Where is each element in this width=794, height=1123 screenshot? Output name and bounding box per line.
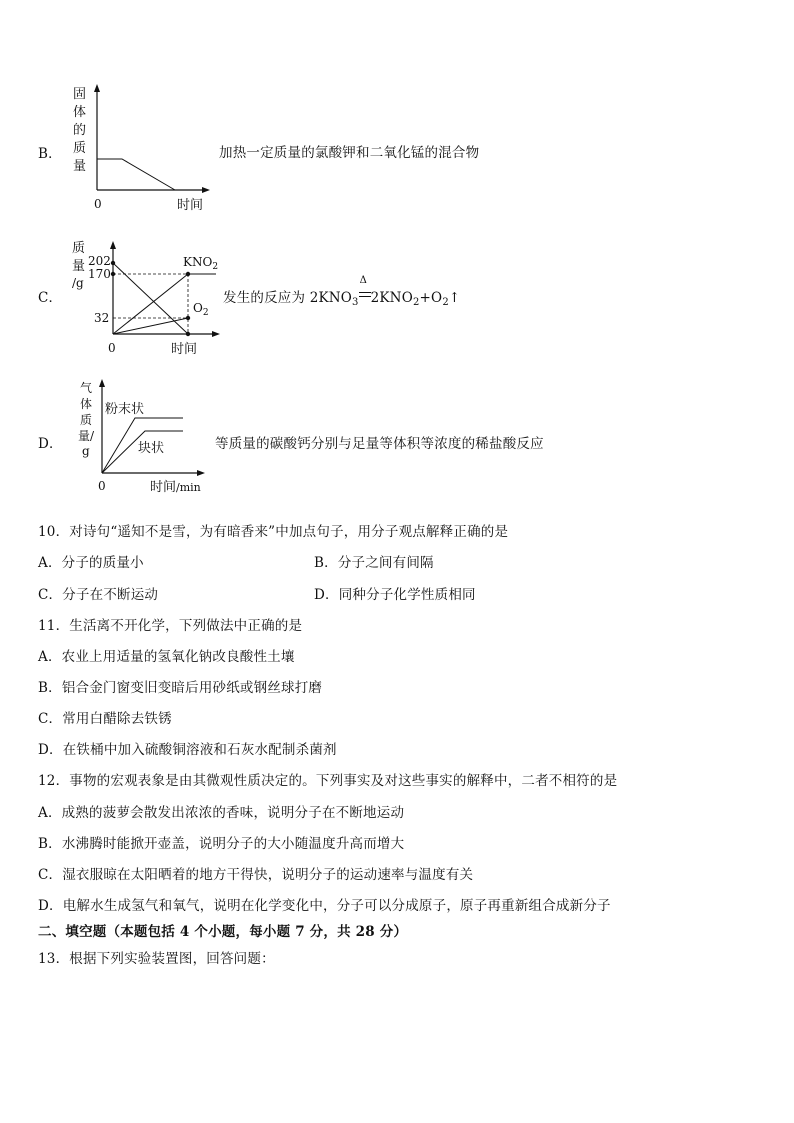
- option-b-description: 加热一定质量的氯酸钾和二氧化锰的混合物: [219, 145, 480, 161]
- chart-c-xlabel: 时间: [171, 342, 198, 357]
- option-c-description: [223, 275, 461, 308]
- chart-b-x-arrow: [202, 187, 210, 193]
- option-c-desc-sub3: 3: [352, 297, 359, 308]
- chart-c-x-arrow: [212, 331, 220, 337]
- chart-b-series-line: [97, 159, 175, 190]
- section-2-title: 二、填空题（本题包括 4 个小题，每小题 7 分，共 28 分）: [38, 924, 408, 940]
- q11-option-d: D．在铁桶中加入硫酸铜溶液和石灰水配制杀菌剂: [38, 742, 337, 758]
- option-b-letter: B．: [38, 146, 62, 162]
- option-d-description: 等质量的碳酸钙分别与足量等体积等浓度的稀盐酸反应: [215, 436, 544, 452]
- chart-c-kno2-label: $KNO_2$: [183, 255, 219, 272]
- chart-b-ylabel-5: 量: [73, 159, 87, 174]
- chart-d-powder-label: 粉末状: [105, 402, 145, 417]
- chart-b-ylabel-4: 质: [73, 141, 87, 156]
- chart-c-point-32: [186, 316, 190, 320]
- chart-c-ylabel-2: 量: [72, 259, 86, 274]
- q11-option-a: A．农业上用适量的氢氧化钠改良酸性土壤: [38, 649, 295, 665]
- chart-c-o2-line: [113, 318, 188, 334]
- chart-c-kno2-line: [113, 274, 188, 334]
- chart-d-ylabel-3: 质: [80, 413, 93, 427]
- chart-c-point-zero: [186, 332, 190, 336]
- option-c-desc-part1: 发生的反应为 2KNO: [223, 290, 353, 306]
- chart-d-origin: 0: [98, 479, 106, 493]
- option-c-desc-sub2: 2: [412, 297, 420, 308]
- chart-c-point-170-start: [111, 272, 115, 276]
- chart-d-xlabel: 时间/min: [150, 480, 201, 495]
- chart-c-point-170-end: [186, 272, 190, 276]
- chart-c-tick-32: 32: [94, 311, 110, 325]
- chart-c-tick-170: 170: [88, 267, 111, 281]
- chart-d-x-arrow: [197, 470, 205, 476]
- chart-d-ylabel-5: g: [82, 444, 90, 458]
- q10-stem: 10．对诗句“遥知不是雪，为有暗香来”中加点句子，用分子观点解释正确的是: [38, 524, 509, 540]
- chart-d-ylabel-4: 量/: [78, 429, 95, 443]
- chart-d-block-label: 块状: [138, 441, 165, 456]
- chart-b-ylabel-3: 的: [73, 123, 87, 138]
- option-c-desc-part3: +O: [419, 290, 443, 306]
- chart-d-ylabel-2: 体: [80, 397, 93, 411]
- q10-option-c: C．分子在不断运动: [38, 587, 159, 603]
- chart-b-xlabel: 时间: [177, 198, 204, 213]
- option-c-desc-sub2b: 2: [442, 297, 449, 308]
- option-c-letter: C．: [38, 290, 63, 306]
- q11-stem: 11．生活离不开化学，下列做法中正确的是: [38, 618, 303, 634]
- heat-delta-symbol: Δ: [359, 275, 368, 286]
- q11-option-b: B．铝合金门窗变旧变暗后用砂纸或钢丝球打磨: [38, 680, 323, 696]
- chart-b-ylabel-1: 固: [73, 87, 87, 102]
- chart-b-ylabel-2: 体: [73, 105, 87, 120]
- q10-option-b: B．分子之间有间隔: [314, 555, 434, 571]
- option-c-heat-equals: [359, 275, 371, 302]
- q12-option-a: A．成熟的菠萝会散发出浓浓的香味，说明分子在不断地运动: [38, 805, 405, 821]
- chart-c-o2-label: $O_2$: [193, 301, 209, 318]
- chart-c-ylabel-1: 质: [72, 241, 86, 256]
- q12-option-d: D．电解水生成氢气和氧气，说明在化学变化中，分子可以分成原子，原子再重新组合成新分子: [38, 898, 611, 914]
- chart-b-y-arrow: [94, 84, 100, 92]
- chart-b-origin: 0: [94, 197, 102, 211]
- option-d-letter: D．: [38, 436, 63, 452]
- chart-c-tick-202: 202: [88, 254, 111, 268]
- chart-c-origin: 0: [108, 341, 116, 355]
- q10-option-d: D．同种分子化学性质相同: [314, 587, 476, 603]
- option-b-chart: [60, 80, 220, 220]
- q11-option-c: C．常用白醋除去铁锈: [38, 711, 172, 727]
- chart-d-y-arrow: [99, 379, 105, 387]
- chart-c-point-202: [111, 261, 115, 265]
- q12-option-c: C．湿衣服晾在太阳晒着的地方干得快，说明分子的运动速率与温度有关: [38, 867, 474, 883]
- chart-c-y-arrow: [110, 241, 116, 249]
- option-c-chart: [60, 235, 225, 360]
- option-c-desc-part2: 2KNO: [370, 290, 413, 306]
- option-d-chart: [60, 375, 220, 500]
- q12-stem: 12．事物的宏观表象是由其微观性质决定的。下列事实及对这些事实的解释中，二者不相符的是: [38, 773, 618, 789]
- q13-stem: 13．根据下列实验装置图，回答问题：: [38, 951, 275, 967]
- chart-c-ylabel-3: /g: [72, 276, 84, 290]
- q12-option-b: B．水沸腾时能掀开壶盖，说明分子的大小随温度升高而增大: [38, 836, 405, 852]
- q10-option-a: A．分子的质量小: [38, 555, 144, 571]
- gas-arrow-icon: ↑: [448, 290, 461, 306]
- chart-d-ylabel-1: 气: [80, 381, 93, 395]
